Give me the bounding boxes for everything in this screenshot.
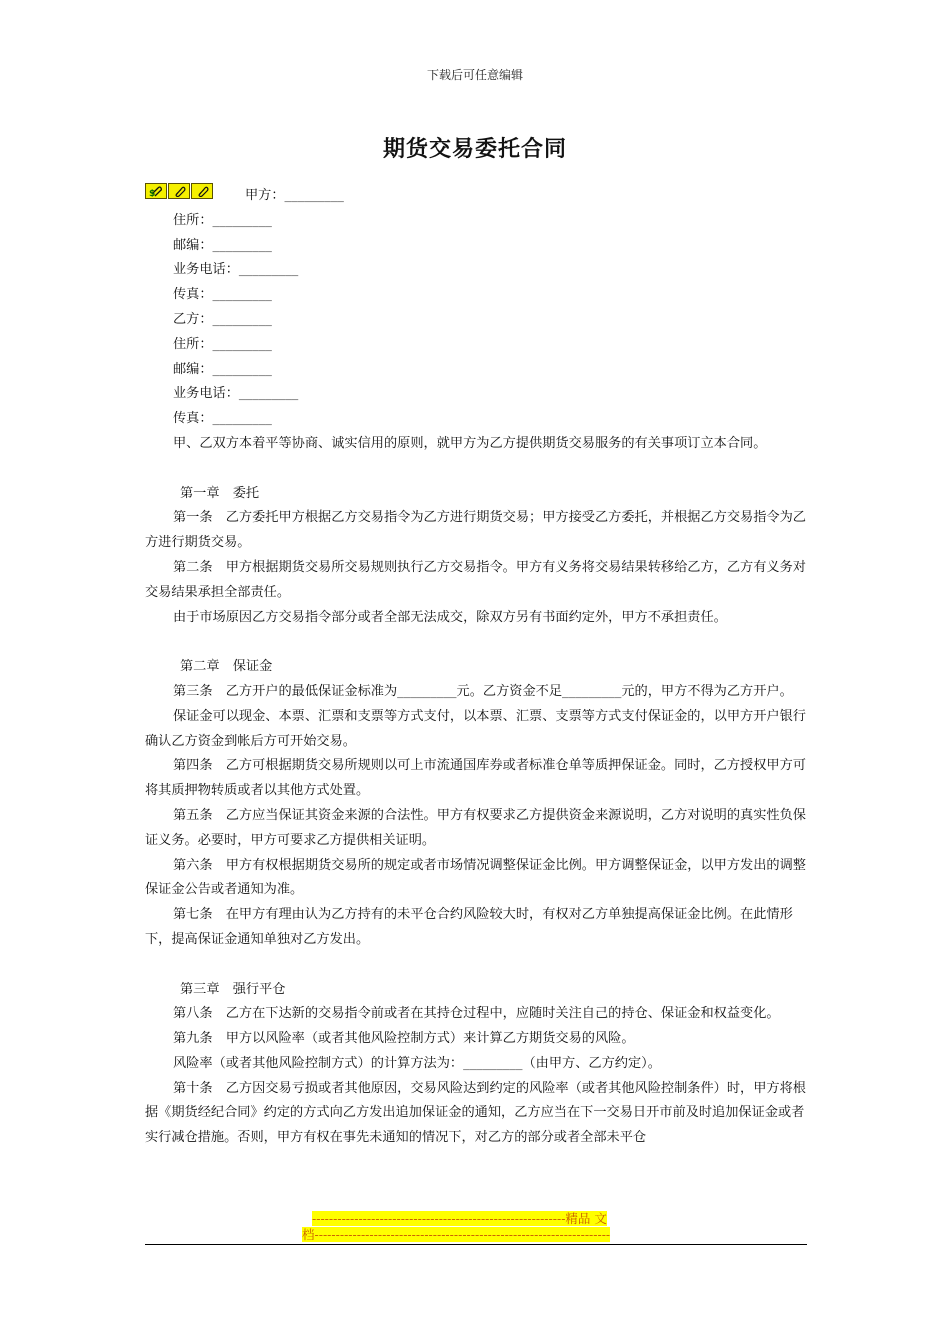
party-b-zip: 邮编：_________: [173, 361, 272, 377]
party-b-phone: 业务电话：_________: [173, 386, 299, 402]
party-a-phone: 业务电话：_________: [173, 262, 299, 278]
paragraph: 风险率（或者其他风险控制方式）的计算方法为：_________（由甲方、乙方约定）。: [173, 1055, 661, 1071]
footer-line-1: ------------------------------------------------------------精品 文: [312, 1211, 607, 1226]
chapter-heading: 第二章 保证金: [180, 659, 273, 675]
party-a-address: 住所：_________: [173, 212, 272, 228]
chapter-heading: 第一章 委托: [180, 485, 260, 501]
page-header-note: 下载后可任意编辑: [426, 68, 523, 82]
svg-text:$: $: [149, 189, 156, 197]
article-8: 第八条 乙方在下达新的交易指令前或者在其持仓过程中，应随时关注自己的持仓、保证金和权益变化。: [173, 1006, 780, 1022]
preamble: 甲、乙双方本着平等协商、诚实信用的原则，就甲方为乙方提供期货交易服务的有关事项订立本合同。: [173, 435, 767, 451]
article-1: 第一条 乙方委托甲方根据乙方交易指令为乙方进行期货交易；甲方接受乙方委托，并根据乙方交易指令为乙方进行期货交易。: [145, 510, 806, 551]
party-a-fax: 传真：_________: [173, 287, 272, 303]
party-a-field: 甲方：_________: [245, 188, 344, 203]
article-7: 第七条 在甲方有理由认为乙方持有的未平仓合约风险较大时，有权对乙方单独提高保证金比例。在此情形下，提高保证金通知单独对乙方发出。: [145, 907, 793, 947]
article-2: 第二条 甲方根据期货交易所交易规则执行乙方交易指令。甲方有义务将交易结果转移给乙方，乙方有义务对交易结果承担全部责任。: [145, 559, 806, 600]
article-5: 第五条 乙方应当保证其资金来源的合法性。甲方有权要求乙方提供资金来源说明，乙方对说明的真实性负保证义务。必要时，甲方可要求乙方提供相关证明。: [145, 807, 806, 848]
contract-body: [145, 184, 807, 1151]
party-b-field: 乙方：_________: [173, 311, 272, 327]
footer-banner: [302, 1211, 648, 1243]
document-title: 期货交易委托合同: [382, 137, 567, 162]
article-4: 第四条 乙方可根据期货交易所规则以可上市流通国库券或者标准仓单等质押保证金。同时，乙方授权甲方可将其质押物转质或者以其他方式处置。: [145, 758, 806, 799]
footer-divider: [145, 1244, 807, 1245]
paragraph: 由于市场原因乙方交易指令部分或者全部无法成交，除双方另有书面约定外，甲方不承担责任。: [173, 609, 727, 625]
paragraph: 保证金可以现金、本票、汇票和支票等方式支付，以本票、汇票、支票等方式支付保证金的，以甲方开户银行确认乙方资金到帐后方可开始交易。: [145, 708, 806, 749]
article-3: 第三条 乙方开户的最低保证金标准为_________元。乙方资金不足_________元的，甲方不得为乙方开户。: [173, 683, 793, 699]
article-10: 第十条 乙方因交易亏损或者其他原因，交易风险达到约定的风险率（或者其他风险控制条件）时，甲方将根据《期货经纪合同》约定的方式向乙方发出追加保证金的通知，乙方应当在下一交易日开市前及时追加保证金或者实行减仓措施。否则，甲方有权在事先未通知的情况下，对乙方的部分或者全部未平仓: [145, 1080, 806, 1146]
party-b-address: 住所：_________: [173, 336, 272, 352]
chapter-heading: 第三章 强行平仓: [180, 981, 286, 997]
article-9: 第九条 甲方以风险率（或者其他风险控制方式）来计算乙方期货交易的风险。: [173, 1031, 635, 1047]
party-a-zip: 邮编：_________: [173, 237, 272, 253]
party-b-fax: 传真：_________: [173, 411, 272, 427]
footer-line-2: 档----------------------------------------------------------------------: [302, 1227, 611, 1242]
article-6: 第六条 甲方有权根据期货交易所的规定或者市场情况调整保证金比例。甲方调整保证金，以甲方发出的调整保证金公告或者通知为准。: [145, 857, 806, 898]
